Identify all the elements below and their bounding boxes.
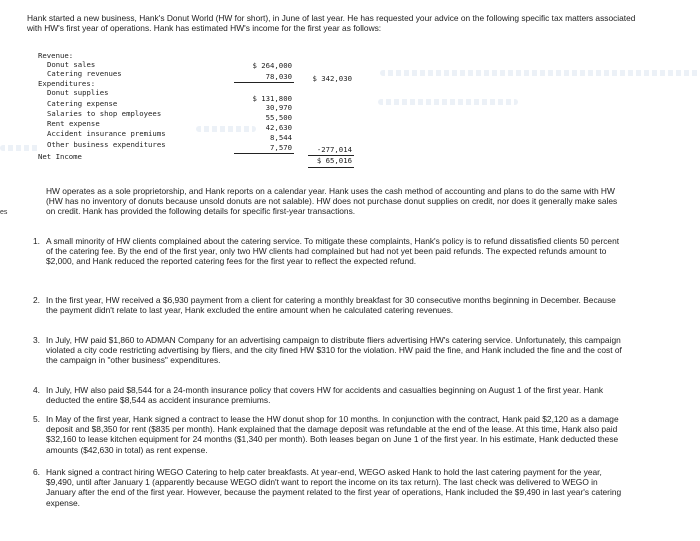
revenue-header: Revenue: bbox=[38, 51, 74, 60]
net-income-value: $ 65,016 bbox=[316, 156, 352, 165]
list-item bbox=[33, 414, 623, 455]
item-number: 6. bbox=[33, 467, 40, 477]
decorative-dots bbox=[0, 145, 40, 151]
context-paragraph: HW operates as a sole proprietorship, and Hank reports on a calendar year. Hank uses the cash method of accounting and plans to do the same with HW (HW has no inventory of donuts because unsold donuts are not salable). HW does not purchase donut supplies on credit, nor does it generally make sales on credit. Hank has provided the following details for specific first-year transactions. bbox=[46, 186, 618, 217]
donut-supplies-value: $ 131,800 bbox=[252, 94, 292, 103]
donut-sales-value: $ 264,000 bbox=[252, 61, 292, 70]
decorative-dots bbox=[380, 70, 700, 76]
rent-label: Rent expense bbox=[47, 119, 100, 128]
revenue-total: $ 342,030 bbox=[312, 74, 352, 83]
insurance-label: Accident insurance premiums bbox=[47, 129, 166, 138]
item-text: Hank signed a contract hiring WEGO Catering to help cater breakfasts. At year-end, WEGO asked Hank to hold the last catering payment for the year, $9,490, until after January 1 (apparently because WEGO didn't want to report the income on its tax return). The last check was delivered to WEGO in January after the end of the first year. However, because the payment related to the first year of operations, Hank included the $9,490 in last year's catering expense. bbox=[46, 467, 622, 508]
item-number: 5. bbox=[33, 414, 40, 424]
salaries-label: Salaries to shop employees bbox=[47, 109, 162, 118]
item-text: In the first year, HW received a $6,930 payment from a client for catering a monthly breakfast for 30 consecutive months beginning in December. Because the payment didn't relate to last year, Hank excluded the entire amount when he calculated catering revenues. bbox=[46, 295, 616, 316]
rent-value: 42,630 bbox=[265, 123, 292, 132]
list-item bbox=[33, 467, 623, 508]
list-item bbox=[33, 295, 623, 315]
underline bbox=[234, 153, 294, 154]
intro-paragraph: Hank started a new business, Hank's Donut World (HW for short), in June of last year. He has requested your advice on the following specific tax matters associated with HW's first year of operations. Hank has estimated HW's income for the first year as follows: bbox=[27, 13, 636, 34]
expense-total: -277,014 bbox=[316, 145, 352, 154]
salaries-value: 55,500 bbox=[265, 113, 292, 122]
item-number: 4. bbox=[33, 385, 40, 395]
donut-supplies-label: Donut supplies bbox=[47, 88, 109, 97]
list-item bbox=[33, 385, 623, 405]
double-underline bbox=[308, 167, 354, 168]
expenditures-header: Expenditures: bbox=[38, 79, 96, 88]
insurance-value: 8,544 bbox=[270, 133, 292, 142]
other-label: Other business expenditures bbox=[47, 140, 166, 149]
net-income-label: Net Income bbox=[38, 152, 82, 161]
catering-expense-value: 30,970 bbox=[265, 103, 292, 112]
item-text: In May of the first year, Hank signed a contract to lease the HW donut shop for 10 months. In conjunction with the contract, Hank paid $2,120 as a damage deposit and $8,350 for rent ($835 per month). Hank explained that the damage deposit was refundable at the end of the lease. At this time, Hank also paid $32,160 to lease kitchen equipment for 24 months ($1,340 per month). Both leases began on June 1 of the first year. In his estimate, Hank deducted these amounts ($42,630 in total) as rent expense. bbox=[46, 414, 619, 455]
list-item bbox=[33, 236, 623, 267]
catering-expense-label: Catering expense bbox=[47, 99, 118, 108]
underline bbox=[234, 82, 294, 83]
edge-fragment: es bbox=[0, 209, 8, 216]
item-number: 2. bbox=[33, 295, 40, 305]
item-number: 3. bbox=[33, 335, 40, 345]
item-number: 1. bbox=[33, 236, 40, 246]
item-text: A small minority of HW clients complained about the catering service. To mitigate these complaints, Hank's policy is to refund dissatisfied clients 50 percent of the catering fee. By the end of the first year, only two HW clients had complained but had not yet been paid refunds. The expected refunds amount to $2,000, and Hank reduced the reported catering fees for the first year to reflect the expected refund. bbox=[46, 236, 620, 267]
item-text: In July, HW paid $1,860 to ADMAN Company for an advertising campaign to distribute fliers advertising HW's catering service. Unfortunately, this campaign violated a city code restricting advertising by fliers, and the city fined HW $310 for the violation. HW paid the fine, and Hank included the fine and the cost of the campaign in "other business" expenditures. bbox=[46, 335, 622, 366]
donut-sales-label: Donut sales bbox=[47, 60, 96, 69]
catering-revenues-value: 78,030 bbox=[265, 72, 292, 81]
list-item bbox=[33, 335, 623, 366]
other-value: 7,570 bbox=[270, 143, 292, 152]
decorative-dots bbox=[378, 99, 518, 105]
item-text: In July, HW also paid $8,544 for a 24-month insurance policy that covers HW for accidents and casualties beginning on August 1 of the first year. Hank deducted the entire $8,544 as accident insurance premiums. bbox=[46, 385, 604, 406]
catering-revenues-label: Catering revenues bbox=[47, 69, 122, 78]
